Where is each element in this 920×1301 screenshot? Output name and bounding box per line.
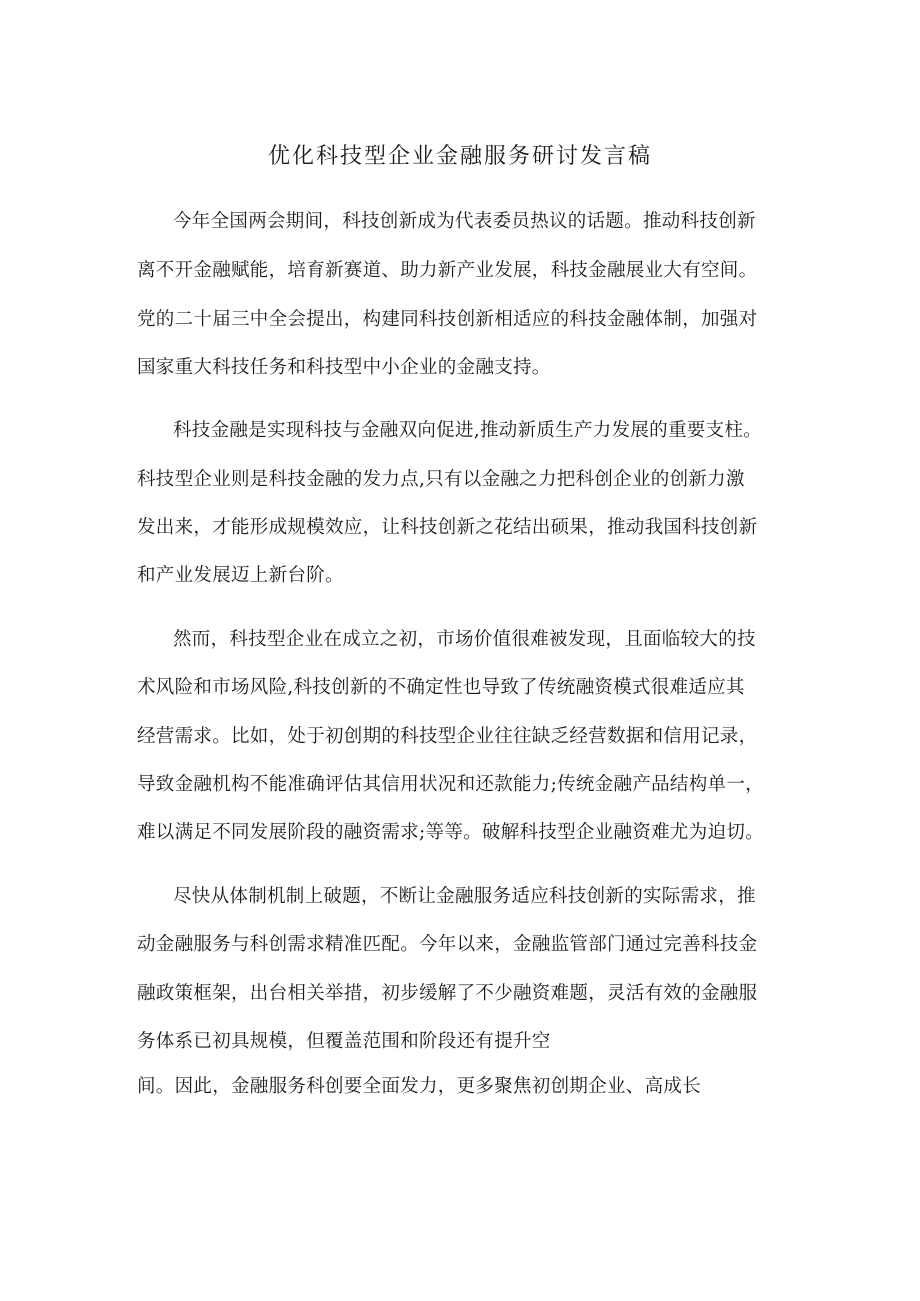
paragraph-2-line-3: 发出来，才能形成规模效应，让科技创新之花结出硕果，推动我国科技创新 <box>137 517 758 538</box>
paragraph-4-line-4: 务体系已初具规模，但覆盖范围和阶段还有提升空 <box>137 1031 551 1052</box>
paragraph-3-line-2: 术风险和市场风险,科技创新的不确定性也导致了传统融资模式很难适应其 <box>137 677 745 698</box>
paragraph-1-line-2: 离不开金融赋能，培育新赛道、助力新产业发展，科技金融展业大有空间。 <box>137 260 758 281</box>
paragraph-3-line-3: 经营需求。比如，处于初创期的科技型企业往往缺乏经营数据和信用记录， <box>137 726 758 747</box>
paragraph-2-line-4: 和产业发展迈上新台阶。 <box>137 565 344 586</box>
paragraph-4-line-1: 尽快从体制机制上破题，不断让金融服务适应科技创新的实际需求，推 <box>173 886 756 907</box>
paragraph-1-line-1: 今年全国两会期间，科技创新成为代表委员热议的话题。推动科技创新 <box>173 211 756 232</box>
paragraph-1-line-3: 党的二十届三中全会提出，构建同科技创新相适应的科技金融体制，加强对 <box>137 309 758 330</box>
paragraph-2-line-2: 科技型企业则是科技金融的发力点,只有以金融之力把科创企业的创新力激 <box>137 469 745 490</box>
document-title: 优化科技型企业金融服务研讨发言稿 <box>267 144 652 169</box>
paragraph-3-line-5: 难以满足不同发展阶段的融资需求;等等。破解科技型企业融资难尤为迫切。 <box>137 822 764 843</box>
paragraph-4-line-3: 融政策框架，出台相关举措，初步缓解了不少融资难题，灵活有效的金融服 <box>137 983 758 1004</box>
paragraph-1-line-4: 国家重大科技任务和科技型中小企业的金融支持。 <box>137 357 551 378</box>
paragraph-4-line-2: 动金融服务与科创需求精准匹配。今年以来，金融监管部门通过完善科技金 <box>137 934 758 955</box>
paragraph-2-line-1: 科技金融是实现科技与金融双向促进,推动新质生产力发展的重要支柱。 <box>173 420 762 441</box>
paragraph-3-line-4: 导致金融机构不能准确评估其信用状况和还款能力;传统金融产品结构单一， <box>137 774 764 795</box>
paragraph-4-line-5: 间。因此，金融服务科创要全面发力，更多聚焦初创期企业、高成长 <box>137 1076 702 1097</box>
paragraph-3-line-1: 然而，科技型企业在成立之初，市场价值很难被发现，且面临较大的技 <box>173 629 756 650</box>
